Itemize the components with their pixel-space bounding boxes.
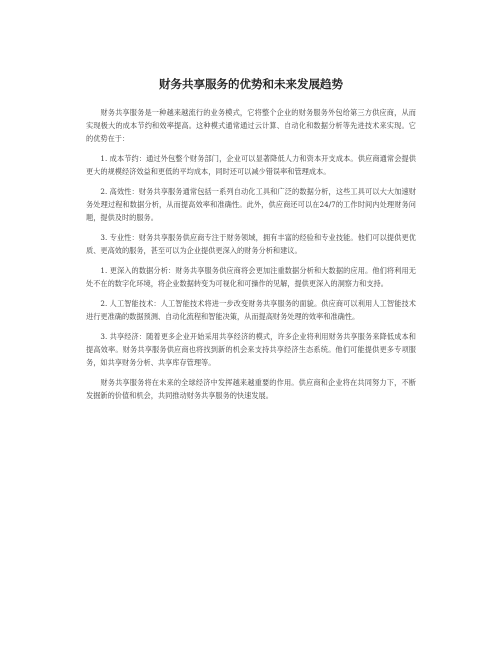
advantage-cost-paragraph: 1. 成本节约：通过外包整个财务部门，企业可以显著降低人力和资本开支成本。供应商通常会提供更大的规模经济效益和更低的平均成本，同时还可以减少错误率和管理成本。 xyxy=(86,154,416,176)
advantage-efficiency-paragraph: 2. 高效性：财务共享服务通常包括一系列自动化工具和广泛的数据分析，这些工具可以大大加速财务处理过程和数据分析，从而提高效率和准确性。此外，供应商还可以在24/7的工作时间内处理财务问题，提供及时的服务。 xyxy=(86,187,416,222)
trend-sharing-economy-paragraph: 3. 共享经济：随着更多企业开始采用共享经济的模式，许多企业将利用财务共享服务来降低成本和提高效率。财务共享服务供应商也将找到新的机会来支持共享经济生态系统。他们可能提供更多专项服务，如共享财务分析、共享库存管理等。 xyxy=(86,332,416,367)
conclusion-paragraph: 财务共享服务将在未来的全球经济中发挥越来越重要的作用。供应商和企业将在共同努力下，不断发掘新的价值和机会，共同推动财务共享服务的快速发展。 xyxy=(86,378,416,400)
document-title: 财务共享服务的优势和未来发展趋势 xyxy=(159,77,343,91)
advantage-expertise-paragraph: 3. 专业性：财务共享服务供应商专注于财务领域，拥有丰富的经验和专业技能。他们可以提供更优质、更高效的服务，甚至可以为企业提供更深入的财务分析和建议。 xyxy=(86,233,416,255)
intro-paragraph: 财务共享服务是一种越来越流行的业务模式，它将整个企业的财务服务外包给第三方供应商，从而实现极大的成本节约和效率提高。这种模式通常通过云计算、自动化和数据分析等先进技术来实现。它的优势在于： xyxy=(86,108,416,143)
trend-data-analysis-paragraph: 1. 更深入的数据分析：财务共享服务供应商将会更加注重数据分析和大数据的应用。他们将利用无处不在的数字化环境，将企业数据转变为可视化和可操作的见解，提供更深入的洞察力和支持。 xyxy=(86,266,416,288)
trend-ai-paragraph: 2. 人工智能技术：人工智能技术将进一步改变财务共享服务的面貌。供应商可以利用人工智能技术进行更准确的数据预测、自动化流程和智能决策，从而提高财务处理的效率和准确性。 xyxy=(86,299,416,321)
